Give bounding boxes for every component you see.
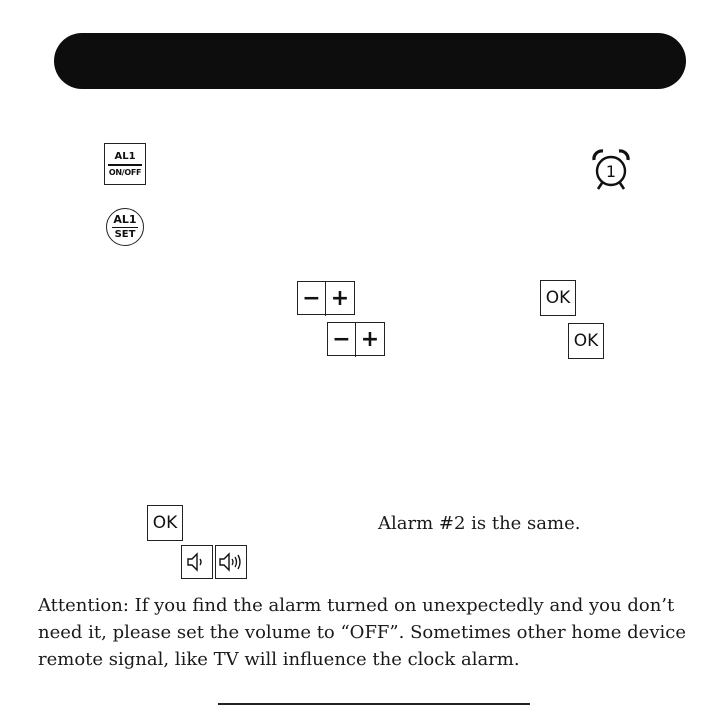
svg-text:1: 1 — [605, 162, 617, 181]
al1-set-key-bottom: SET — [114, 229, 136, 241]
footer-divider — [218, 703, 530, 705]
ok-key-2[interactable]: OK — [568, 323, 604, 359]
attention-line-3: remote signal, like TV will influence the clock alarm. — [38, 649, 520, 670]
al1-on-off-key-bottom: ON/OFF — [108, 167, 142, 177]
volume-low-key[interactable] — [181, 545, 213, 579]
al1-on-off-key[interactable] — [104, 143, 146, 185]
speaker-low-icon — [186, 552, 208, 572]
al1-on-off-key-divider — [108, 164, 142, 166]
plus-button[interactable]: + — [330, 286, 350, 311]
minus-plus-key-2[interactable] — [327, 322, 385, 356]
speaker-high-icon — [218, 552, 244, 572]
minus-button[interactable]: − — [328, 323, 356, 357]
attention-line-1: Attention: If you find the alarm turned on unexpectedly and you don’t — [38, 595, 675, 616]
ok-key-3[interactable]: OK — [147, 505, 183, 541]
ok-key-1[interactable]: OK — [540, 280, 576, 316]
al1-set-key[interactable] — [106, 208, 144, 246]
header-bar — [54, 33, 686, 89]
attention-line-2: need it, please set the volume to “OFF”. Sometimes other home device — [38, 622, 686, 643]
minus-button[interactable]: − — [298, 282, 326, 316]
alarm2-note: Alarm #2 is the same. — [378, 513, 581, 534]
plus-button[interactable]: + — [360, 327, 380, 352]
al1-set-key-top: AL1 — [113, 212, 137, 226]
minus-plus-key-1[interactable] — [297, 281, 355, 315]
al1-set-key-divider — [112, 227, 138, 229]
al1-on-off-key-top: AL1 — [114, 151, 136, 163]
volume-high-key[interactable] — [215, 545, 247, 579]
alarm-clock-1-icon — [588, 146, 634, 192]
